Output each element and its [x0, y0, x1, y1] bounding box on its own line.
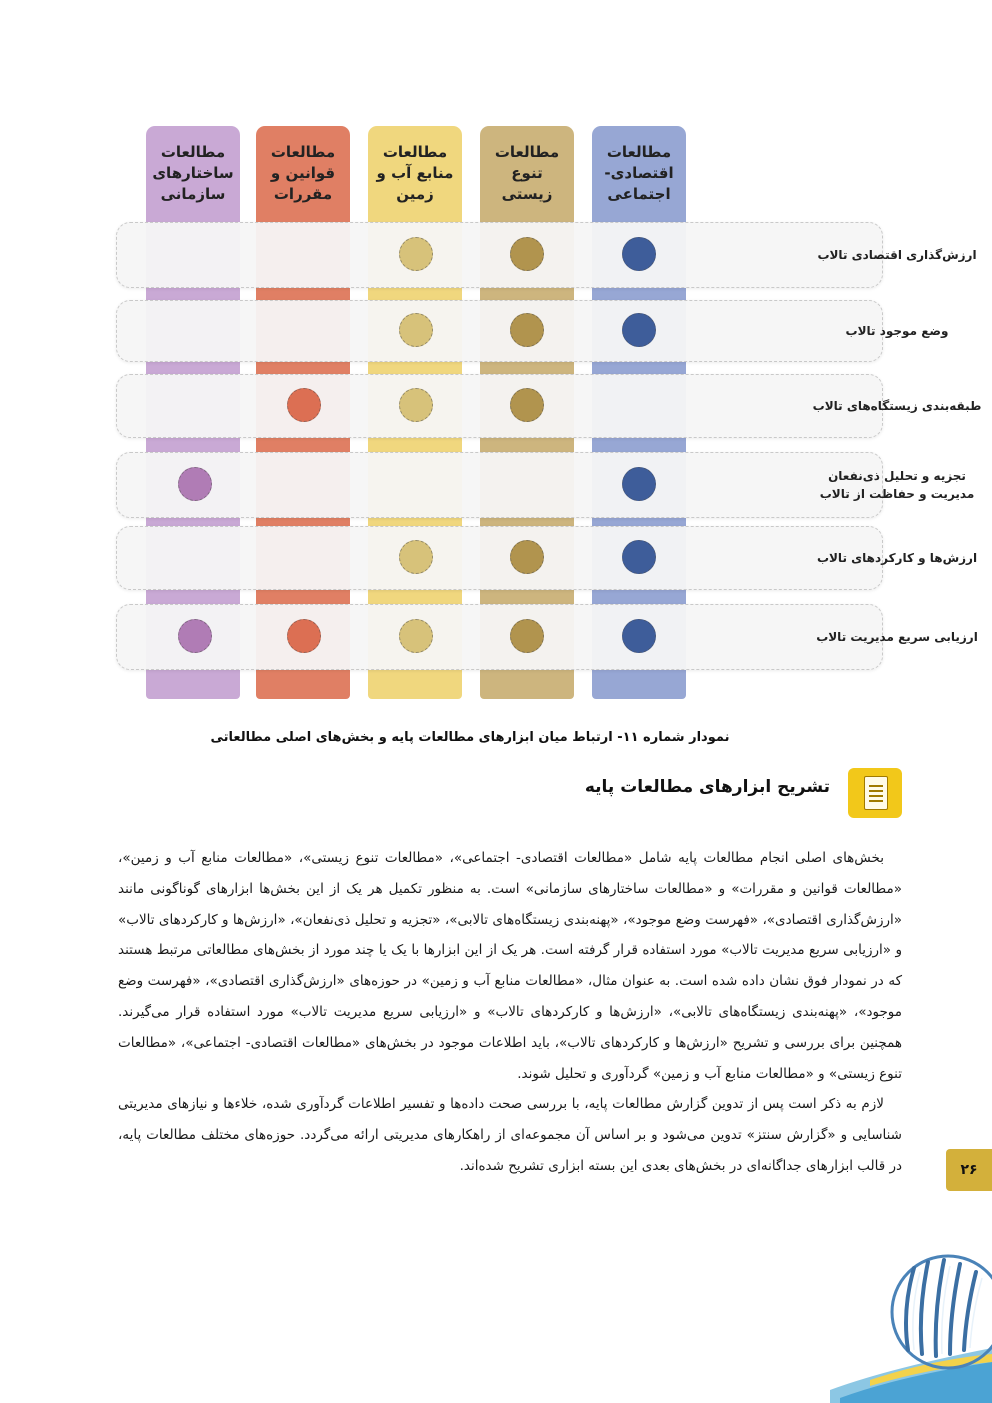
- tool-row: [116, 604, 978, 670]
- relation-dot-org: [178, 467, 212, 501]
- relation-dot-econ: [622, 237, 656, 271]
- wetland-logo-icon: [830, 1250, 992, 1403]
- relation-dot-bio: [510, 388, 544, 422]
- relation-dot-water: [399, 388, 433, 422]
- tool-row-label: ارزش‌ها و کارکردهای تالاب: [816, 551, 978, 565]
- tool-row-label: ارزش‌گذاری اقتصادی تالاب: [817, 248, 977, 262]
- paragraph-1: بخش‌های اصلی انجام مطالعات پایه شامل «مطالعات اقتصادی- اجتماعی»، «مطالعات تنوع زیستی»، «مطالعات منابع آب و زمین»، «مطالعات قوانین و مقررات» و «مطالعات ساختارهای سازمانی» است. به منظور تکمیل هر یک از این بخش‌ها ابزارهای گوناگونی مانند «ارزش‌گذاری اقتصادی»، «فهرست وضع موجود»، «پهنه‌بندی زیستگاه‌های تالابی»، «تجزیه و تحلیل ذی‌نفعان»، «ارزش‌ها و کارکردهای تالاب» و «ارزیابی سریع مدیریت تالاب» مورد استفاده قرار گرفته است. هر یک از این ابزارها با یک یا چند مورد از بخش‌های مطالعاتی مرتبط هستند که در نمودار فوق نشان داده شده است. به عنوان مثال، «مطالعات منابع آب و زمین» در حوزه‌های «ارزش‌گذاری اقتصادی»، «فهرست وضع موجود»، «پهنه‌بندی زیستگاه‌های تالابی»، «ارزش‌ها و کارکردهای تالاب» و «ارزیابی سریع مدیریت تالاب» مورد استفاده قرار می‌گیرند. همچنین برای بررسی و تشریح «ارزش‌ها و کارکردهای تالاب»، باید اطلاعات موجود در بخش‌های «مطالعات اقتصادی- اجتماعی»، «مطالعات تنوع زیستی» و «مطالعات منابع آب و زمین» گردآوری و تحلیل شوند.: [118, 850, 902, 1082]
- tool-row: [116, 300, 949, 362]
- figure-caption: نمودار شماره ۱۱- ارتباط میان ابزارهای مطالعات پایه و بخش‌های اصلی مطالعاتی: [210, 730, 730, 745]
- tool-row: [116, 526, 978, 590]
- tool-row: [116, 222, 977, 288]
- relation-dot-econ: [622, 467, 656, 501]
- relation-dot-bio: [510, 237, 544, 271]
- relation-dot-bio: [510, 313, 544, 347]
- document-icon: [848, 768, 902, 818]
- relation-dot-law: [287, 619, 321, 653]
- relation-dot-econ: [622, 313, 656, 347]
- relation-dot-water: [399, 619, 433, 653]
- relation-dot-econ: [622, 619, 656, 653]
- relation-dot-bio: [510, 540, 544, 574]
- relation-dot-econ: [622, 540, 656, 574]
- tool-row-label: ارزیابی سریع مدیریت تالاب: [816, 630, 978, 644]
- column-title-bio: مطالعات تنوع زیستی: [494, 142, 560, 203]
- column-title-org: مطالعات ساختارهای سازمانی: [152, 142, 234, 203]
- column-title-water: مطالعات منابع آب و زمین: [376, 142, 454, 203]
- section-heading: تشریح ابزارهای مطالعات پایه: [584, 777, 830, 797]
- relation-dot-water: [399, 540, 433, 574]
- relation-dot-law: [287, 388, 321, 422]
- tool-row-label: طبقه‌بندی زیستگاه‌های تالاب: [812, 399, 982, 413]
- relation-dot-water: [399, 313, 433, 347]
- tool-row: [116, 452, 975, 518]
- relation-dot-water: [399, 237, 433, 271]
- page-number: ۲۶: [946, 1149, 992, 1191]
- body-text: [118, 843, 902, 1182]
- tool-row-label: وضع موجود تالاب: [845, 324, 949, 338]
- column-title-econ: مطالعات اقتصادی- اجتماعی: [604, 142, 674, 203]
- tool-row: [116, 374, 982, 438]
- column-title-law: مطالعات قوانین و مقررات: [270, 142, 336, 203]
- paragraph-2: لازم به ذکر است پس از تدوین گزارش مطالعات پایه، با بررسی صحت داده‌ها و تفسیر اطلاعات گردآوری شده، خلاءها و نیازهای مدیریتی شناسایی و «گزارش سنتز» تدوین می‌شود و بر اساس آن مجموعه‌ای از راهکارهای مدیریتی ارائه می‌گردد. حوزه‌های مختلف مطالعات پایه، در قالب ابزارهای جداگانه‌ای در بخش‌های بعدی این بسته ابزاری تشریح شده‌اند.: [118, 1096, 902, 1174]
- relation-dot-org: [178, 619, 212, 653]
- relation-dot-bio: [510, 619, 544, 653]
- tool-row-label: تجزیه و تحلیل ذی‌نفعان مدیریت و حفاظت از تالاب: [819, 469, 975, 501]
